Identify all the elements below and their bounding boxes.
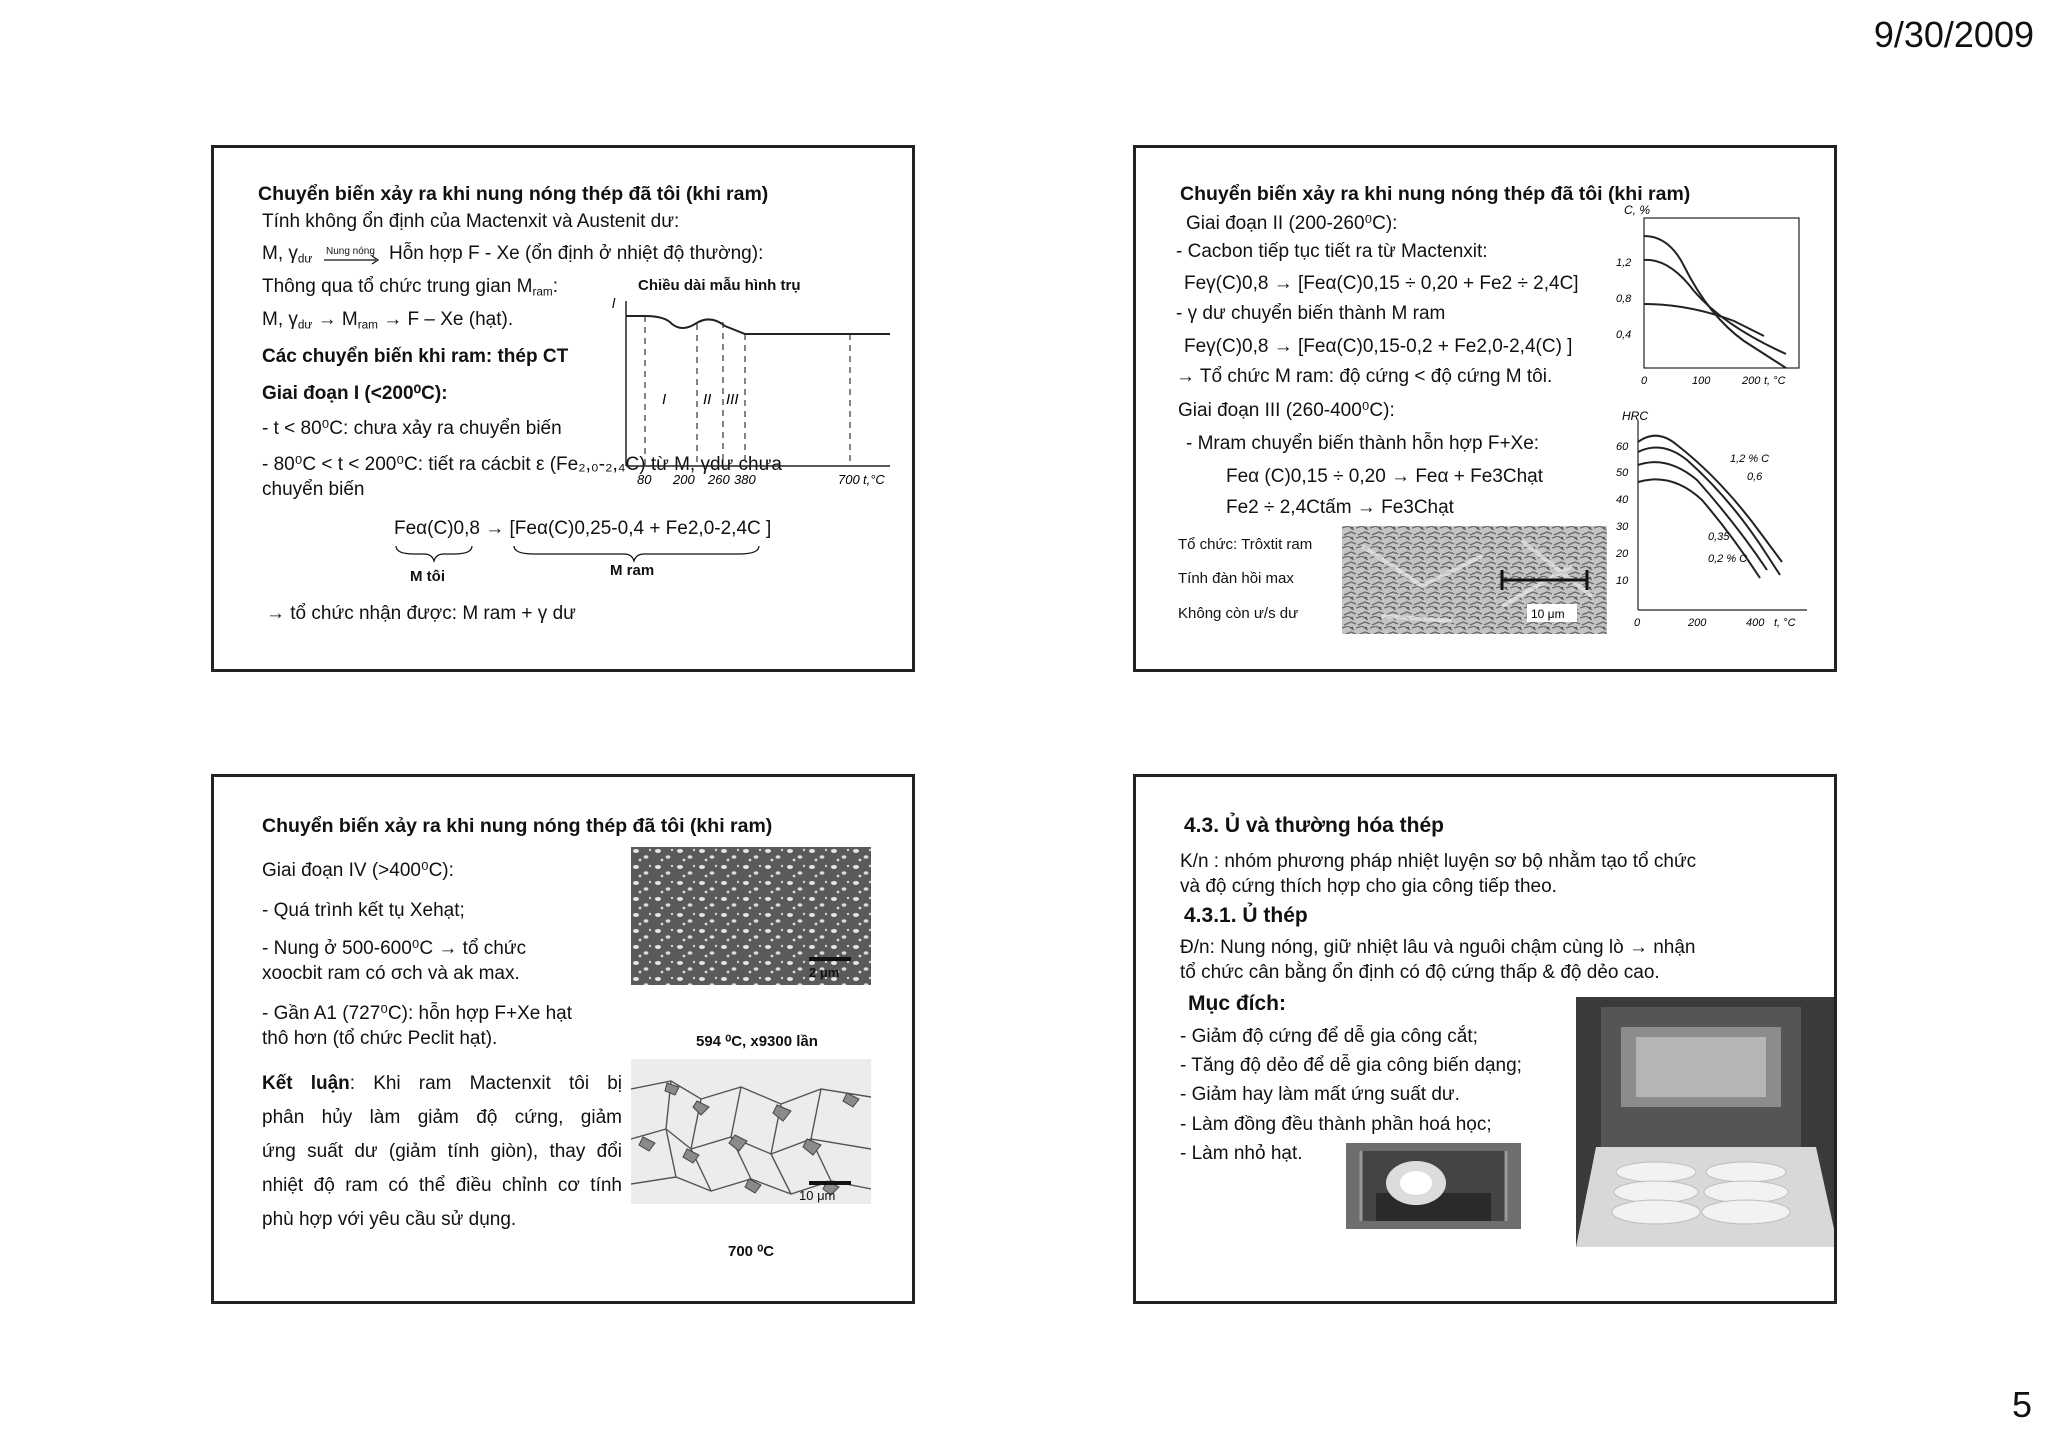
conclusion-line-1: Kết luận: Khi ram Mactenxit tôi bị bbox=[262, 1073, 622, 1094]
stage-label-2: II bbox=[703, 391, 712, 408]
length-chart-unit: t,°C bbox=[863, 472, 885, 487]
carbon-content-chart bbox=[1614, 196, 1814, 386]
slide-2-line-3: Feγ(C)0,8 → [Feα(C)0,15 ÷ 0,20 + Fe2 ÷ 2,4C] bbox=[1184, 273, 1579, 294]
micrograph-700c-scale: 10 μm bbox=[799, 1188, 836, 1203]
tick-700: 700 bbox=[838, 472, 860, 487]
slide-2-note-2: Tính đàn hồi max bbox=[1178, 570, 1294, 587]
furnace-fire-photo bbox=[1346, 1143, 1521, 1229]
tick-200: 200 bbox=[673, 472, 695, 487]
slide-3 bbox=[211, 774, 915, 1304]
tick-260: 260 bbox=[708, 472, 730, 487]
definition-dn-line-1: Đ/n: Nung nóng, giữ nhiệt lâu và nguôi chậm cùng lò → nhận bbox=[1180, 937, 1696, 958]
troostite-micrograph bbox=[1342, 526, 1607, 634]
hardness-ytick-60: 60 bbox=[1616, 441, 1629, 453]
slide-1-line-7: - t < 80⁰C: chưa xảy ra chuyển biến bbox=[262, 418, 562, 439]
slide-2-line-6: → Tổ chức M ram: độ cứng < độ cứng M tôi. bbox=[1176, 366, 1553, 387]
hardness-chart-ylabel: HRC bbox=[1622, 410, 1648, 423]
definition-dn-line-2: tổ chức cân bằng ổn định có độ cứng thấp & độ dẻo cao. bbox=[1180, 962, 1660, 983]
carbon-chart-xtick-3: 200 bbox=[1742, 375, 1761, 386]
length-chart bbox=[610, 296, 910, 496]
slide-3-line-3: - Nung ở 500-600⁰C → tổ chức bbox=[262, 938, 527, 959]
slide-2-line-1: Giai đoạn II (200-260⁰C): bbox=[1186, 213, 1398, 234]
slide-3-line-2: - Quá trình kết tụ Xehạt; bbox=[262, 900, 465, 921]
furnace-photo bbox=[1576, 997, 1837, 1247]
hardness-ytick-30: 30 bbox=[1616, 521, 1629, 533]
slide-3-title: Chuyển biến xảy ra khi nung nóng thép đã tôi (khi ram) bbox=[262, 815, 773, 837]
definition-kn-line-1: K/n : nhóm phương pháp nhiệt luyện sơ bộ nhằm tạo tổ chức bbox=[1180, 851, 1697, 872]
purpose-item-1: - Giảm độ cứng để dễ gia công cắt; bbox=[1180, 1026, 1478, 1047]
slide-2-line-7: Giai đoạn III (260-400⁰C): bbox=[1178, 400, 1395, 421]
slide-1-line-1: Tính không ổn định của Mactenxit và Austenit dư: bbox=[262, 211, 680, 232]
hardness-xtick-0: 0 bbox=[1634, 617, 1641, 629]
purpose-item-2: - Tăng độ dẻo để dễ gia công biến dạng; bbox=[1180, 1055, 1522, 1076]
slide-2-line-9: Feα (C)0,15 ÷ 0,20 → Feα + Fe3Chạt bbox=[1226, 466, 1543, 487]
stage-label-3: III bbox=[726, 391, 739, 408]
slide-1-stage-1-heading: Giai đoạn I (<200⁰C): bbox=[262, 383, 448, 404]
slide-1-line-9: chuyển biến bbox=[262, 479, 365, 500]
section-4-3-1-heading: 4.3.1. Ủ thép bbox=[1184, 904, 1308, 927]
hardness-chart bbox=[1602, 410, 1817, 630]
slide-1-line-4: M, $\gamma_{dư} \to M_{ram} \to F - Xe$ (hạt). bbox=[262, 309, 514, 332]
purpose-item-5: - Làm nhỏ hạt. bbox=[1180, 1143, 1303, 1164]
hardness-xtick-200: 200 bbox=[1688, 617, 1707, 629]
slide-3-line-1: Giai đoạn IV (>400⁰C): bbox=[262, 860, 454, 881]
conclusion-line-3: ứng suất dư (giảm tính giòn), thay đổi bbox=[262, 1141, 622, 1162]
carbon-chart-ytick-1: 1,2 bbox=[1616, 257, 1632, 269]
slide-2-line-2: - Cacbon tiếp tục tiết ra từ Mactenxit: bbox=[1176, 241, 1488, 262]
hardness-ytick-20: 20 bbox=[1616, 548, 1629, 560]
micrograph-scale-label: 10 μm bbox=[1531, 607, 1565, 621]
heating-arrow-label: Nung nóng bbox=[326, 246, 375, 257]
slide-2-line-4: - γ dư chuyển biến thành M ram bbox=[1176, 303, 1446, 324]
purpose-heading: Mục đích: bbox=[1188, 992, 1286, 1015]
slide-2-note-3: Không còn ư/s dư bbox=[1178, 605, 1299, 622]
slide-2 bbox=[1133, 145, 1837, 672]
slide-1-result: → tổ chức nhận được: M ram + γ dư bbox=[266, 603, 576, 624]
micrograph-594c-caption: 594 ⁰C, x9300 lần bbox=[696, 1033, 818, 1050]
micrograph-594c bbox=[631, 847, 871, 985]
length-chart-title: Chiều dài mẫu hình trụ bbox=[638, 277, 801, 294]
carbon-chart-ytick-3: 0,4 bbox=[1616, 329, 1632, 341]
stage-label-1: I bbox=[662, 391, 667, 408]
brace-label-m-ram: M ram bbox=[610, 562, 655, 579]
hardness-ytick-50: 50 bbox=[1616, 467, 1629, 479]
slide-1 bbox=[211, 145, 915, 672]
definition-kn-line-2: và độ cứng thích hợp cho gia công tiếp theo. bbox=[1180, 876, 1557, 897]
slide-3-line-6: thô hơn (tổ chức Peclit hạt). bbox=[262, 1028, 498, 1049]
equation-braces bbox=[394, 544, 774, 564]
slide-1-line-3: Thông qua tổ chức trung gian $M_{ram}$: bbox=[262, 276, 558, 299]
brace-label-m-toi: M tôi bbox=[410, 568, 445, 585]
carbon-chart-xtick-1: 0 bbox=[1641, 375, 1648, 386]
carbon-chart-ylabel: C, % bbox=[1624, 203, 1651, 217]
slide-2-line-5: Feγ(C)0,8 → [Feα(C)0,15-0,2 + Fe2,0-2,4(C) ] bbox=[1184, 336, 1573, 357]
slide-4-title: 4.3. Ủ và thường hóa thép bbox=[1184, 814, 1444, 837]
hardness-ytick-40: 40 bbox=[1616, 494, 1629, 506]
slide-1-line-8: - 80⁰C < t < 200⁰C: tiết ra cácbit ε (Fe₂,₀-₂,₄C) từ M, γdư chưa bbox=[262, 454, 782, 475]
tick-380: 380 bbox=[734, 472, 756, 487]
slide-4 bbox=[1133, 774, 1837, 1304]
hardness-label-0-2: 0,2 % C bbox=[1708, 553, 1748, 565]
conclusion-label: Kết luận bbox=[262, 1073, 350, 1094]
slide-1-line-2: M, $\gamma_{dư}$ bbox=[262, 243, 313, 266]
document-date: 9/30/2009 bbox=[1873, 14, 2034, 55]
conclusion-line-4: nhiệt độ ram có thể điều chỉnh cơ tính bbox=[262, 1175, 622, 1196]
carbon-chart-xtick-2: 100 bbox=[1692, 375, 1711, 386]
purpose-item-4: - Làm đồng đều thành phần hoá học; bbox=[1180, 1114, 1492, 1135]
micrograph-700c-caption: 700 ⁰C bbox=[728, 1243, 775, 1260]
hardness-ytick-10: 10 bbox=[1616, 575, 1629, 587]
conclusion-line-2: phân hủy làm giảm độ cứng, giảm bbox=[262, 1107, 622, 1128]
tick-80: 80 bbox=[637, 472, 652, 487]
carbon-chart-ytick-2: 0,8 bbox=[1616, 293, 1632, 305]
conclusion-line-5: phù hợp với yêu cầu sử dụng. bbox=[262, 1209, 517, 1230]
hardness-xunit: t, °C bbox=[1774, 617, 1796, 629]
page-number: 5 bbox=[2011, 1384, 2032, 1425]
slide-1-equation: Feα(C)0,8 → [Feα(C)0,25-0,4 + Fe2,0-2,4C ] bbox=[394, 518, 772, 539]
hardness-label-1-2: 1,2 % C bbox=[1730, 453, 1770, 465]
purpose-item-3: - Giảm hay làm mất ứng suất dư. bbox=[1180, 1084, 1460, 1105]
length-chart-ylabel: l bbox=[612, 296, 616, 311]
heating-arrow-icon bbox=[322, 255, 384, 265]
slide-2-line-10: Fe2 ÷ 2,4Ctấm → Fe3Chạt bbox=[1226, 497, 1454, 518]
slide-2-note-1: Tổ chức: Trôxtit ram bbox=[1178, 536, 1313, 553]
micrograph-700c bbox=[631, 1059, 871, 1204]
slide-1-line-2b: Hỗn hợp F - Xe (ổn định ở nhiệt độ thường): bbox=[389, 243, 764, 264]
slide-3-line-4: xoocbit ram có σch và ak max. bbox=[262, 963, 520, 984]
slide-3-line-5: - Gần A1 (727⁰C): hỗn hợp F+Xe hạt bbox=[262, 1003, 573, 1024]
slide-1-title: Chuyển biến xảy ra khi nung nóng thép đã tôi (khi ram) bbox=[258, 183, 769, 205]
slide-2-line-8: - Mram chuyển biến thành hỗn hợp F+Xe: bbox=[1186, 433, 1540, 454]
hardness-label-0-6: 0,6 bbox=[1747, 471, 1763, 483]
slide-1-line-5: Các chuyển biến khi ram: thép CT bbox=[262, 346, 569, 367]
carbon-chart-xunit: t, °C bbox=[1764, 375, 1786, 386]
hardness-label-0-35: 0,35 bbox=[1708, 531, 1730, 543]
micrograph-594c-scale: 2 μm bbox=[809, 965, 840, 980]
hardness-xtick-400: 400 bbox=[1746, 617, 1765, 629]
slide-2-title: Chuyển biến xảy ra khi nung nóng thép đã tôi (khi ram) bbox=[1180, 183, 1691, 205]
